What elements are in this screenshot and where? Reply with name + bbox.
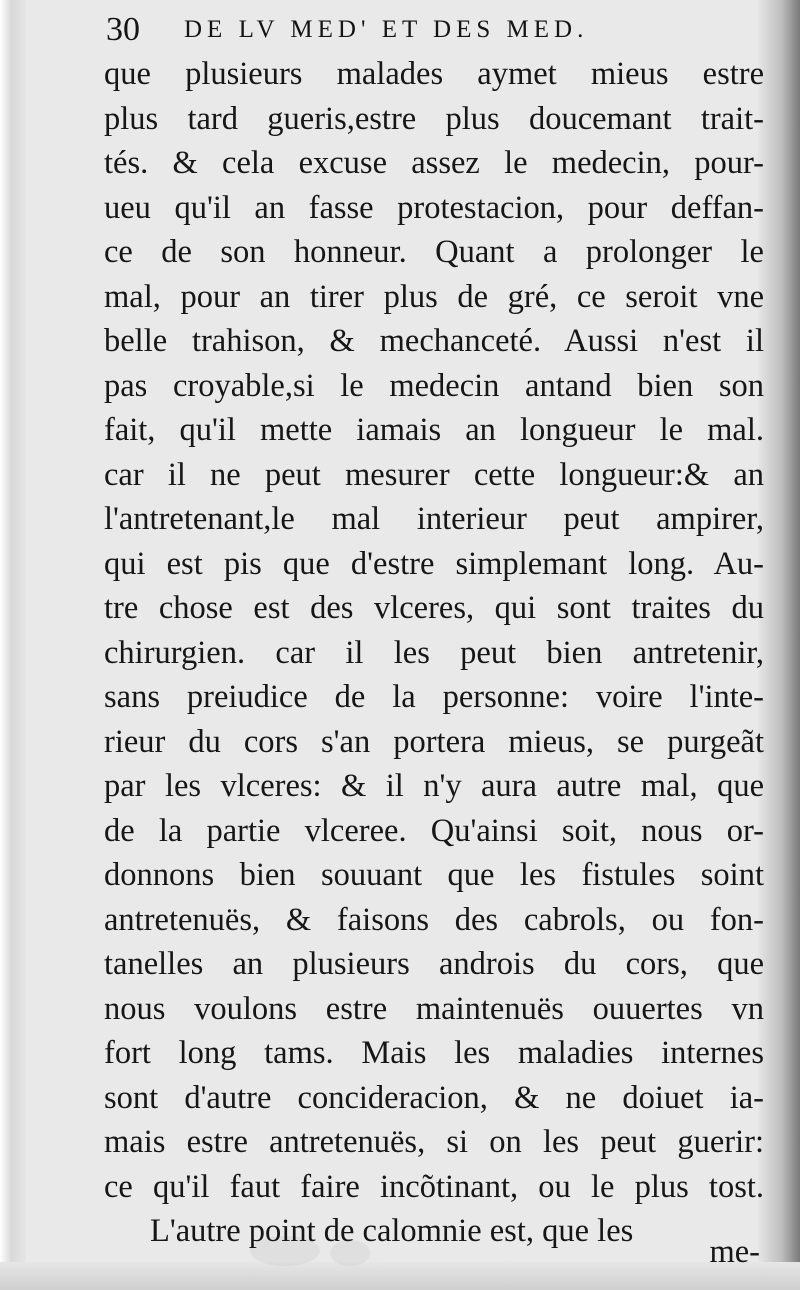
page-gutter bbox=[0, 0, 26, 1290]
running-title: DE LV MED' ET DES MED. bbox=[184, 16, 589, 43]
text-line: sont d'autre concideracion, & ne doiuet ia- bbox=[104, 1079, 764, 1116]
text-line: sans preiudice de la personne: voire l'inte- bbox=[104, 679, 764, 715]
text-line: que plusieurs malades aymet mieus estre bbox=[104, 56, 764, 92]
text-line: fort long tams. Mais les maladies internes bbox=[104, 1035, 764, 1071]
text-line: l'antretenant,le mal interieur peut ampirer, bbox=[104, 501, 764, 537]
text-line: rieur du cors s'an portera mieus, se purgeãt bbox=[104, 723, 764, 760]
text-line: tanelles an plusieurs androis du cors, que bbox=[104, 946, 764, 982]
text-line: ce qu'il faut faire incõtinant, ou le plus tost. bbox=[104, 1168, 764, 1205]
text-line: fait, qu'il mette iamais an longueur le mal. bbox=[104, 412, 764, 448]
catchword: me- bbox=[709, 1234, 760, 1270]
text-line: L'autre point de calomnie est, que les bbox=[150, 1213, 634, 1249]
text-line: donnons bien souuant que les fistules soint bbox=[104, 857, 764, 893]
text-line: qui est pis que d'estre simplemant long. Au- bbox=[104, 545, 764, 582]
text-line: belle trahison, & mechanceté. Aussi n'est il bbox=[104, 323, 764, 359]
page-edge-shadow bbox=[758, 0, 800, 1290]
text-body bbox=[104, 52, 764, 1254]
text-line: car il ne peut mesurer cette longueur:& an bbox=[104, 456, 764, 493]
text-line: mal, pour an tirer plus de gré, ce seroit vne bbox=[104, 278, 764, 315]
page-number: 30 bbox=[106, 11, 140, 48]
text-line: plus tard gueris,estre plus doucemant trait- bbox=[104, 100, 764, 137]
text-line: par les vlceres: & il n'y aura autre mal, que bbox=[104, 768, 764, 804]
text-line: pas croyable,si le medecin antand bien son bbox=[104, 367, 764, 404]
running-head bbox=[106, 10, 766, 50]
text-line: de la partie vlceree. Qu'ainsi soit, nous or- bbox=[104, 812, 764, 849]
text-line: nous voulons estre maintenuës ouuertes vn bbox=[104, 990, 764, 1027]
text-line: ueu qu'il an fasse protestacion, pour deffan- bbox=[104, 189, 764, 226]
text-line: chirurgien. car il les peut bien antretenir, bbox=[104, 634, 764, 671]
text-line: ce de son honneur. Quant a prolonger le bbox=[104, 234, 764, 270]
text-line: antretenuës, & faisons des cabrols, ou fon- bbox=[104, 901, 764, 938]
text-line: tre chose est des vlceres, qui sont traites du bbox=[104, 590, 764, 626]
text-line: mais estre antretenuës, si on les peut guerir: bbox=[104, 1124, 764, 1160]
text-line: tés. & cela excuse assez le medecin, pour- bbox=[104, 145, 764, 181]
